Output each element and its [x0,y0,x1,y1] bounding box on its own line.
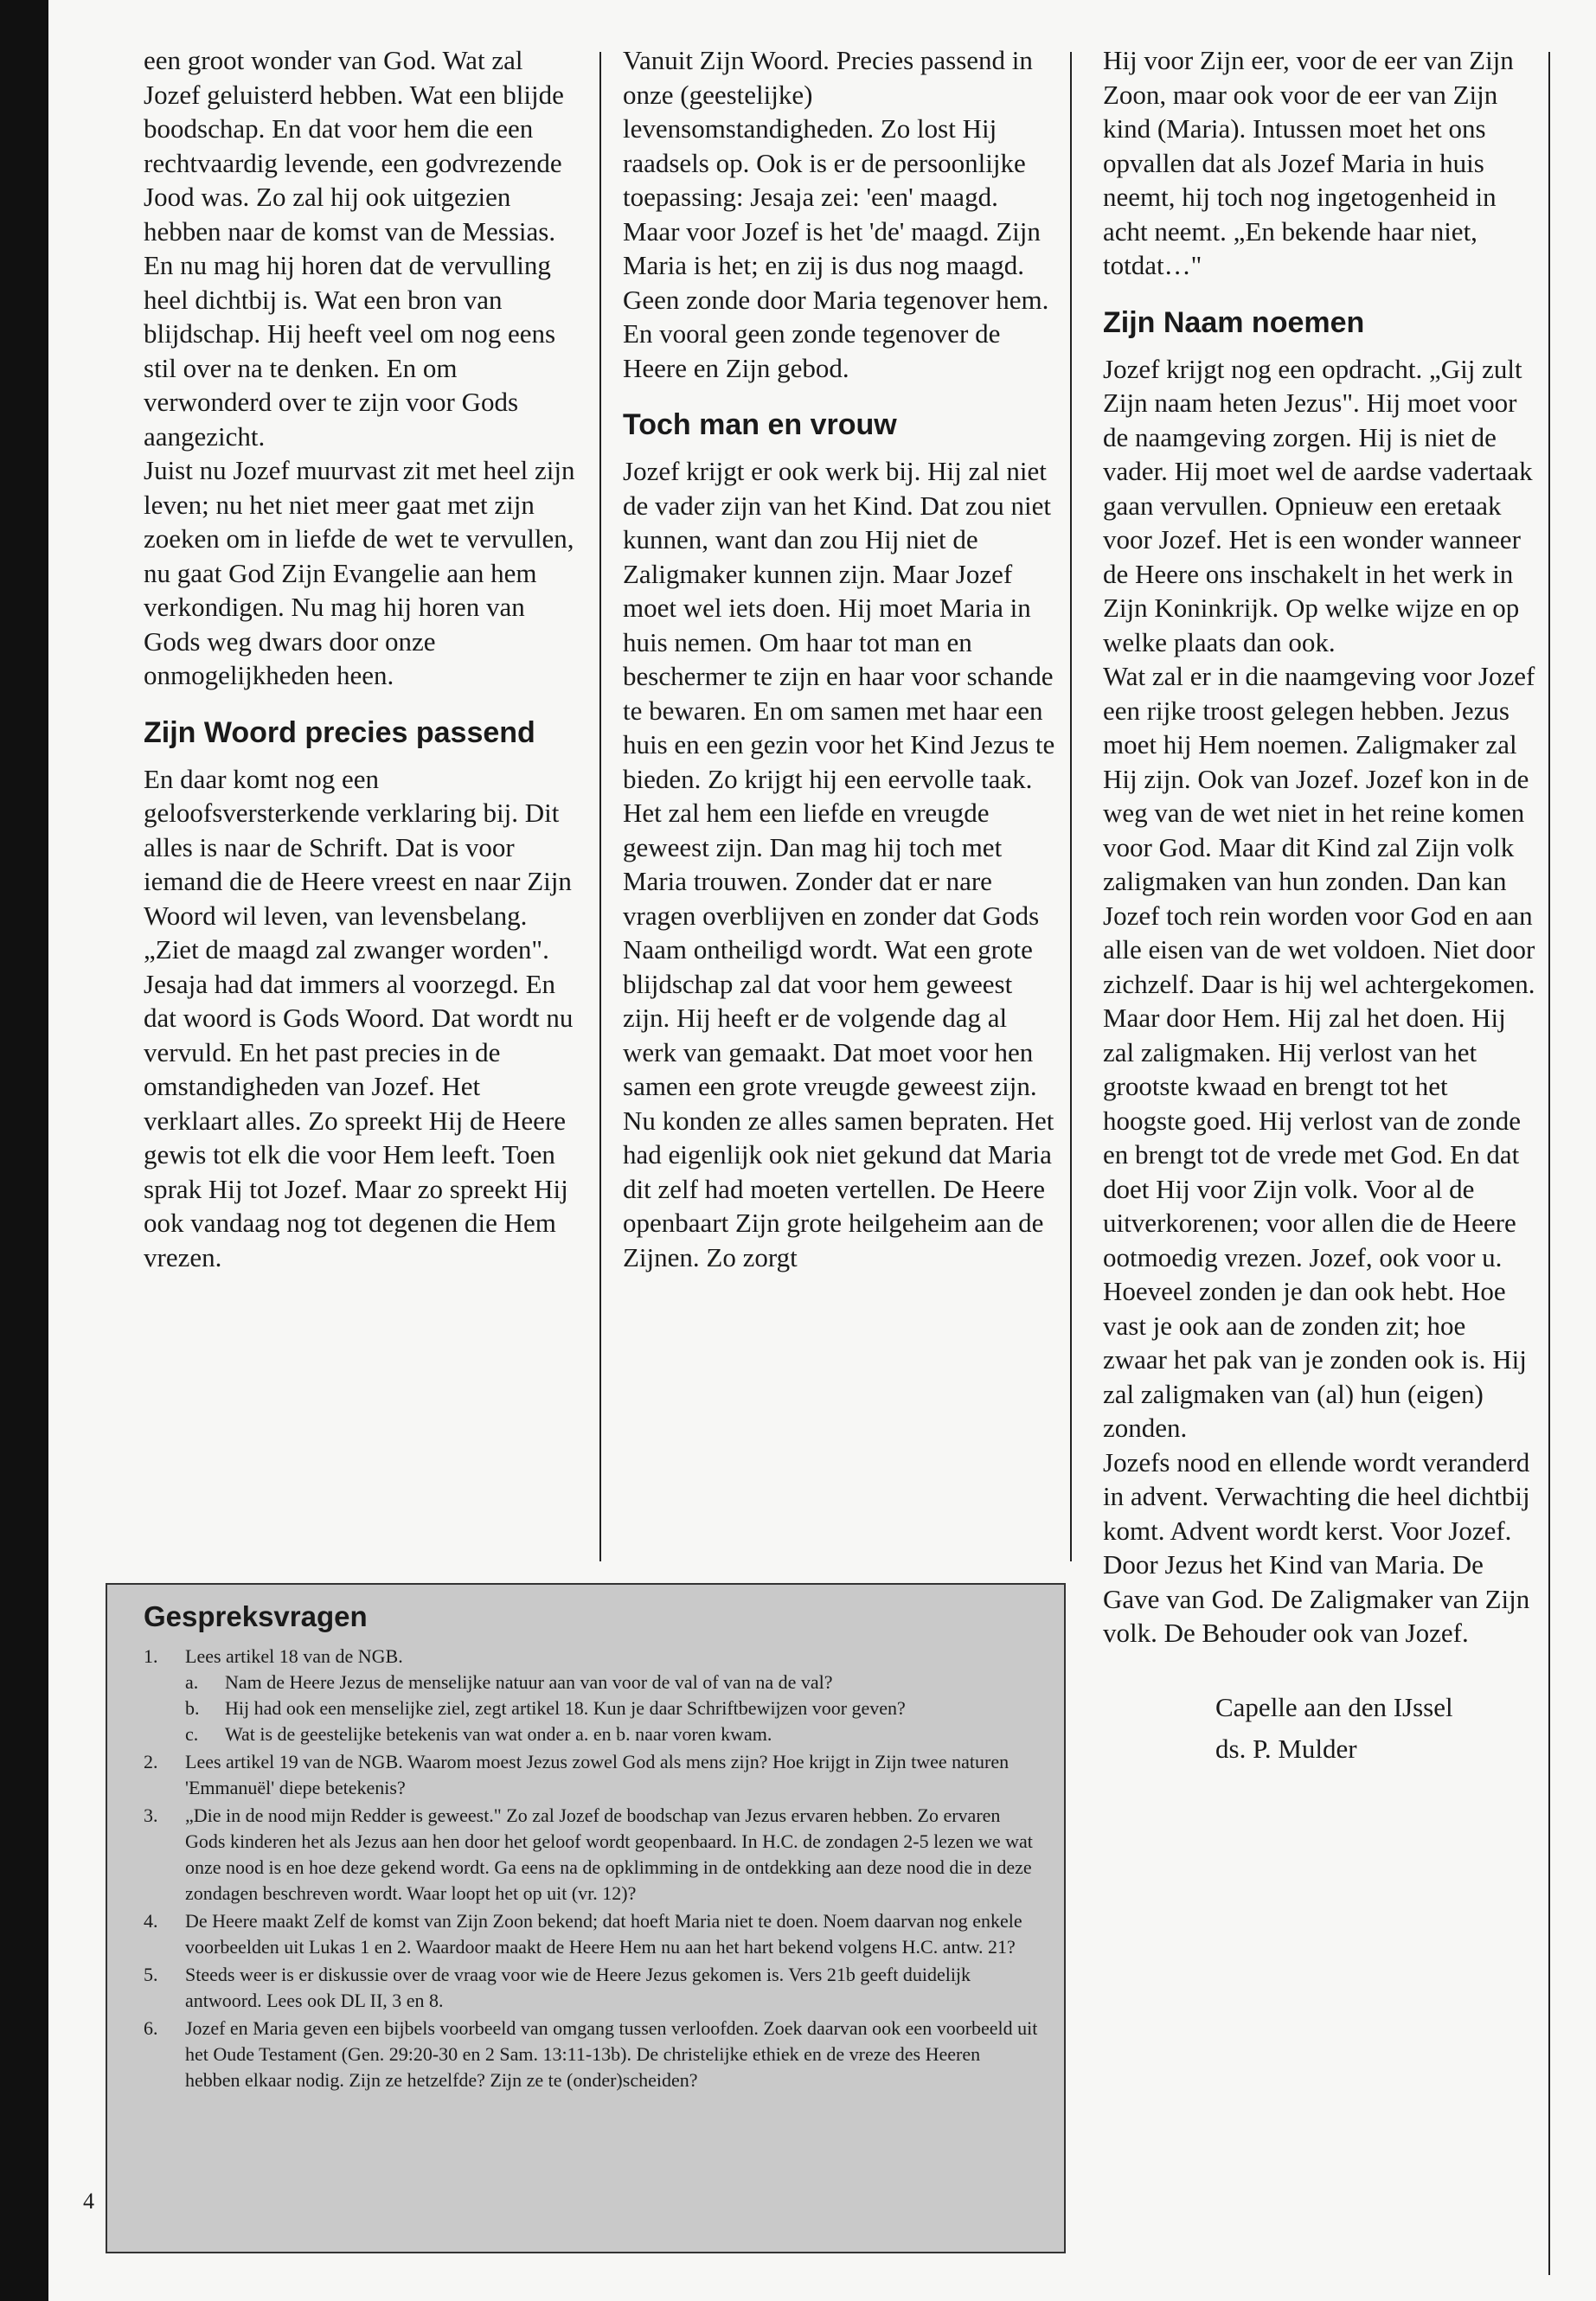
subquestion-text: Wat is de geestelijke betekenis van wat onder a. en b. naar voren kwam. [225,1723,772,1745]
subquestion-letter: a. [185,1671,199,1693]
col3-paragraph-1: Hij voor Zijn eer, voor de eer van Zijn Zoon, maar ook voor de eer van Zijn kind (Maria). Intussen moet het ons opvallen dat als Jozef Maria in huis neemt, hij toch nog ingetogenheid in acht neemt. „En bekende haar niet, totdat…" [1103,45,1514,280]
question-1c [185,1721,1038,1747]
subquestion-letter: b. [185,1697,200,1719]
question-number: 3. [144,1804,158,1826]
heading-zijn-woord-precies-passend: Zijn Woord precies passend [144,715,535,749]
column-1 [144,43,576,1274]
page-number: 4 [83,2189,94,2214]
heading-toch-man-en-vrouw: Toch man en vrouw [623,408,897,441]
discussion-questions-title: Gespreksvragen [144,1600,368,1632]
column-3 [1103,43,1535,1770]
question-number: 4. [144,1910,158,1932]
col1-paragraph-3: En daar komt nog een geloofsversterkende verklaring bij. Dit alles is naar de Schrift. Dat is voor iemand die de Heere vreest en naar Zijn Woord wil leven, van levensbelang. „Ziet de maagd zal zwanger worden". Jesaja had dat immers al voorzegd. En dat woord is Gods Woord. Dat wordt nu vervuld. En het past precies in de omstandigheden van Jozef. Het verklaart alles. Zo spreekt Hij de Heere gewis tot elk die voor Hem leeft. Toen sprak Hij tot Jozef. Maar zo spreekt Hij ook vandaag nog tot degenen die Hem vrezen. [144,763,574,1272]
subquestion-text: Hij had ook een menselijke ziel, zegt artikel 18. Kun je daar Schriftbewijzen voor geven? [225,1697,906,1719]
col3-paragraph-2: Jozef krijgt nog een opdracht. „Gij zult Zijn naam heten Jezus". Hij moet voor de naamgeving zorgen. Hij is niet de vader. Hij moet wel de aardse vadertaak gaan vervullen. Opnieuw een eretaak voor Jozef. Het is een wonder wanneer de Heere ons inschakelt in het werk in Zijn Koninkrijk. Op welke wijze en op welke plaats dan ook. [1103,353,1533,657]
col2-paragraph-1: Vanuit Zijn Woord. Precies passend in onze (geestelijke) levensomstandigheden. Zo lost Hij raadsels op. Ook is er de persoonlijke toepassing: Jesaja zei: 'een' maagd. Maar voor Jozef is het 'de' maagd. Zijn Maria is het; en zij is dus nog maagd. Geen zonde door Maria tegenover hem. En vooral geen zonde tegenover de Heere en Zijn gebod. [623,45,1049,383]
column-rule-3 [1548,52,1550,2275]
column-rule-1 [599,52,601,1561]
subquestion-text: Nam de Heere Jezus de menselijke natuur aan van voor de val of van na de val? [225,1671,833,1693]
question-number: 6. [144,2017,158,2039]
col2-paragraph-2: Jozef krijgt er ook werk bij. Hij zal niet de vader zijn van het Kind. Dat zou niet kunnen, want dan zou Hij niet de Zaligmaker kunnen zijn. Maar Jozef moet wel iets doen. Hij moet Maria in huis nemen. Om haar tot man en beschermer te zijn en haar voor schande te bewaren. En om samen met haar een huis en een gezin voor het Kind Jezus te bieden. Zo krijgt hij een eervolle taak. Het zal hem een liefde en vreugde geweest zijn. Dan mag hij toch met Maria trouwen. Zonder dat er nare vragen overblijven en zonder dat Gods Naam ontheiligd wordt. Wat een grote blijdschap zal dat voor hem geweest zijn. Hij heeft er de volgende dag al werk van gemaakt. Dat moet voor hen samen een grote vreugde geweest zijn. Nu konden ze alles samen bepraten. Het had eigenlijk ook niet gekund dat Maria dit zelf had moeten vertellen. De Heere openbaart Zijn grote heilgeheim aan de Zijnen. Zo zorgt [623,456,1055,1272]
signature [1103,1687,1535,1770]
question-number: 2. [144,1751,158,1772]
question-text: De Heere maakt Zelf de komst van Zijn Zoon bekend; dat hoeft Maria niet te doen. Noem daarvan nog enkele voorbeelden uit Lukas 1 en 2. Waardoor maakt de Heere Hem nu aan het hart bekend volgens H.C. antw. 21? [185,1910,1022,1958]
col3-paragraph-4: Hoeveel zonden je dan ook hebt. Hoe vast je ook aan de zonden zit; hoe zwaar het pak van je zonden ook is. Hij zal zaligmaken van (al) hun (eigen) zonden. [1103,1276,1527,1443]
col3-paragraph-5: Jozefs nood en ellende wordt veranderd in advent. Verwachting die heel dichtbij komt. Advent wordt kerst. Voor Jozef. Door Jezus het Kind van Maria. De Gave van God. De Zaligmaker van Zijn volk. De Behouder ook van Jozef. [1103,1446,1530,1648]
question-text: Lees artikel 19 van de NGB. Waarom moest Jezus zowel God als mens zijn? Hoe krijgt in Zijn twee naturen 'Emmanuël' diepe betekenis? [185,1751,1010,1798]
question-text: Lees artikel 18 van de NGB. [185,1645,403,1667]
column-rule-2 [1070,52,1072,1561]
question-list [144,1644,1038,2093]
subquestion-letter: c. [185,1723,199,1745]
question-1 [144,1644,1038,1670]
question-text: „Die in de nood mijn Redder is geweest." Zo zal Jozef de boodschap van Jezus ervaren hebben. Zo ervaren Gods kinderen het als Jezus aan hen door het geloof wordt geopenbaard. In H.C. de zondagen 2-5 lezen we wat onze nood is en hoe deze gekend wordt. Ga eens na de opklimming in de ontdekking aan deze nood die in deze zondagen beschreven wordt. Waar loopt het op uit (vr. 12)? [185,1804,1033,1904]
question-5 [144,1962,1038,2014]
signature-place: Capelle aan den IJssel [1215,1691,1453,1722]
question-6 [144,2016,1038,2093]
question-4 [144,1908,1038,1960]
question-number: 5. [144,1964,158,1985]
question-number: 1. [144,1645,158,1667]
question-2 [144,1749,1038,1801]
question-text: Jozef en Maria geven een bijbels voorbeeld van omgang tussen verloofden. Zoek daarvan ook een voorbeeld uit het Oude Testament (Gen. 29:20-30 en 2 Sam. 13:11-13b). De christelijke ethiek en de vreze des Heeren hebben elkaar nodig. Zijn ze hetzelfde? Zijn ze te (onder)scheiden? [185,2017,1038,2091]
question-text: Steeds weer is er diskussie over de vraag voor wie de Heere Jezus gekomen is. Vers 21b geeft duidelijk antwoord. Lees ook DL II, 3 en 8. [185,1964,971,2011]
column-2 [623,43,1055,1274]
signature-name: ds. P. Mulder [1215,1733,1357,1764]
question-1a [185,1670,1038,1695]
col1-paragraph-1: een groot wonder van God. Wat zal Jozef geluisterd hebben. Wat een blijde boodschap. En dat voor hem die een rechtvaardig levende, een godvrezende Jood was. Zo zal hij ook uitgezien hebben naar de komst van de Messias. En nu mag hij horen dat de vervulling heel dichtbij is. Wat een bron van blijdschap. Hij heeft veel om nog eens stil over na te denken. En om verwonderd over te zijn voor Gods aangezicht. [144,45,564,452]
col3-paragraph-3: Wat zal er in die naamgeving voor Jozef een rijke troost gelegen hebben. Jezus moet hij Hem noemen. Zaligmaker zal Hij zijn. Ook van Jozef. Jozef kon in de weg van de wet niet in het reine komen voor God. Maar dit Kind zal Zijn volk zaligmaken van hun zonden. Dan kan Jozef toch rein worden voor God en aan alle eisen van de wet voldoen. Niet door zichzelf. Daar is hij wel achtergekomen. Maar door Hem. Hij zal het doen. Hij zal zaligmaken. Hij verlost van het grootste kwaad en brengt tot het hoogste goed. Hij verlost van de zonde en brengt tot de vrede met God. En dat doet Hij voor Zijn volk. Voor al de uitverkorenen; voor allen die de Heere ootmoedig vrezen. Jozef, ook voor u. [1103,661,1535,1272]
heading-zijn-naam-noemen: Zijn Naam noemen [1103,305,1365,339]
discussion-questions-box [106,1583,1066,2253]
question-3 [144,1803,1038,1907]
question-1b [185,1695,1038,1721]
col1-paragraph-2: Juist nu Jozef muurvast zit met heel zijn leven; nu het niet meer gaat met zijn zoeken om in liefde de wet te vervullen, nu gaat God Zijn Evangelie aan hem verkondigen. Nu mag hij horen van Gods weg dwars door onze onmogelijkheden heen. [144,455,575,690]
page-binding-edge [0,0,48,2301]
